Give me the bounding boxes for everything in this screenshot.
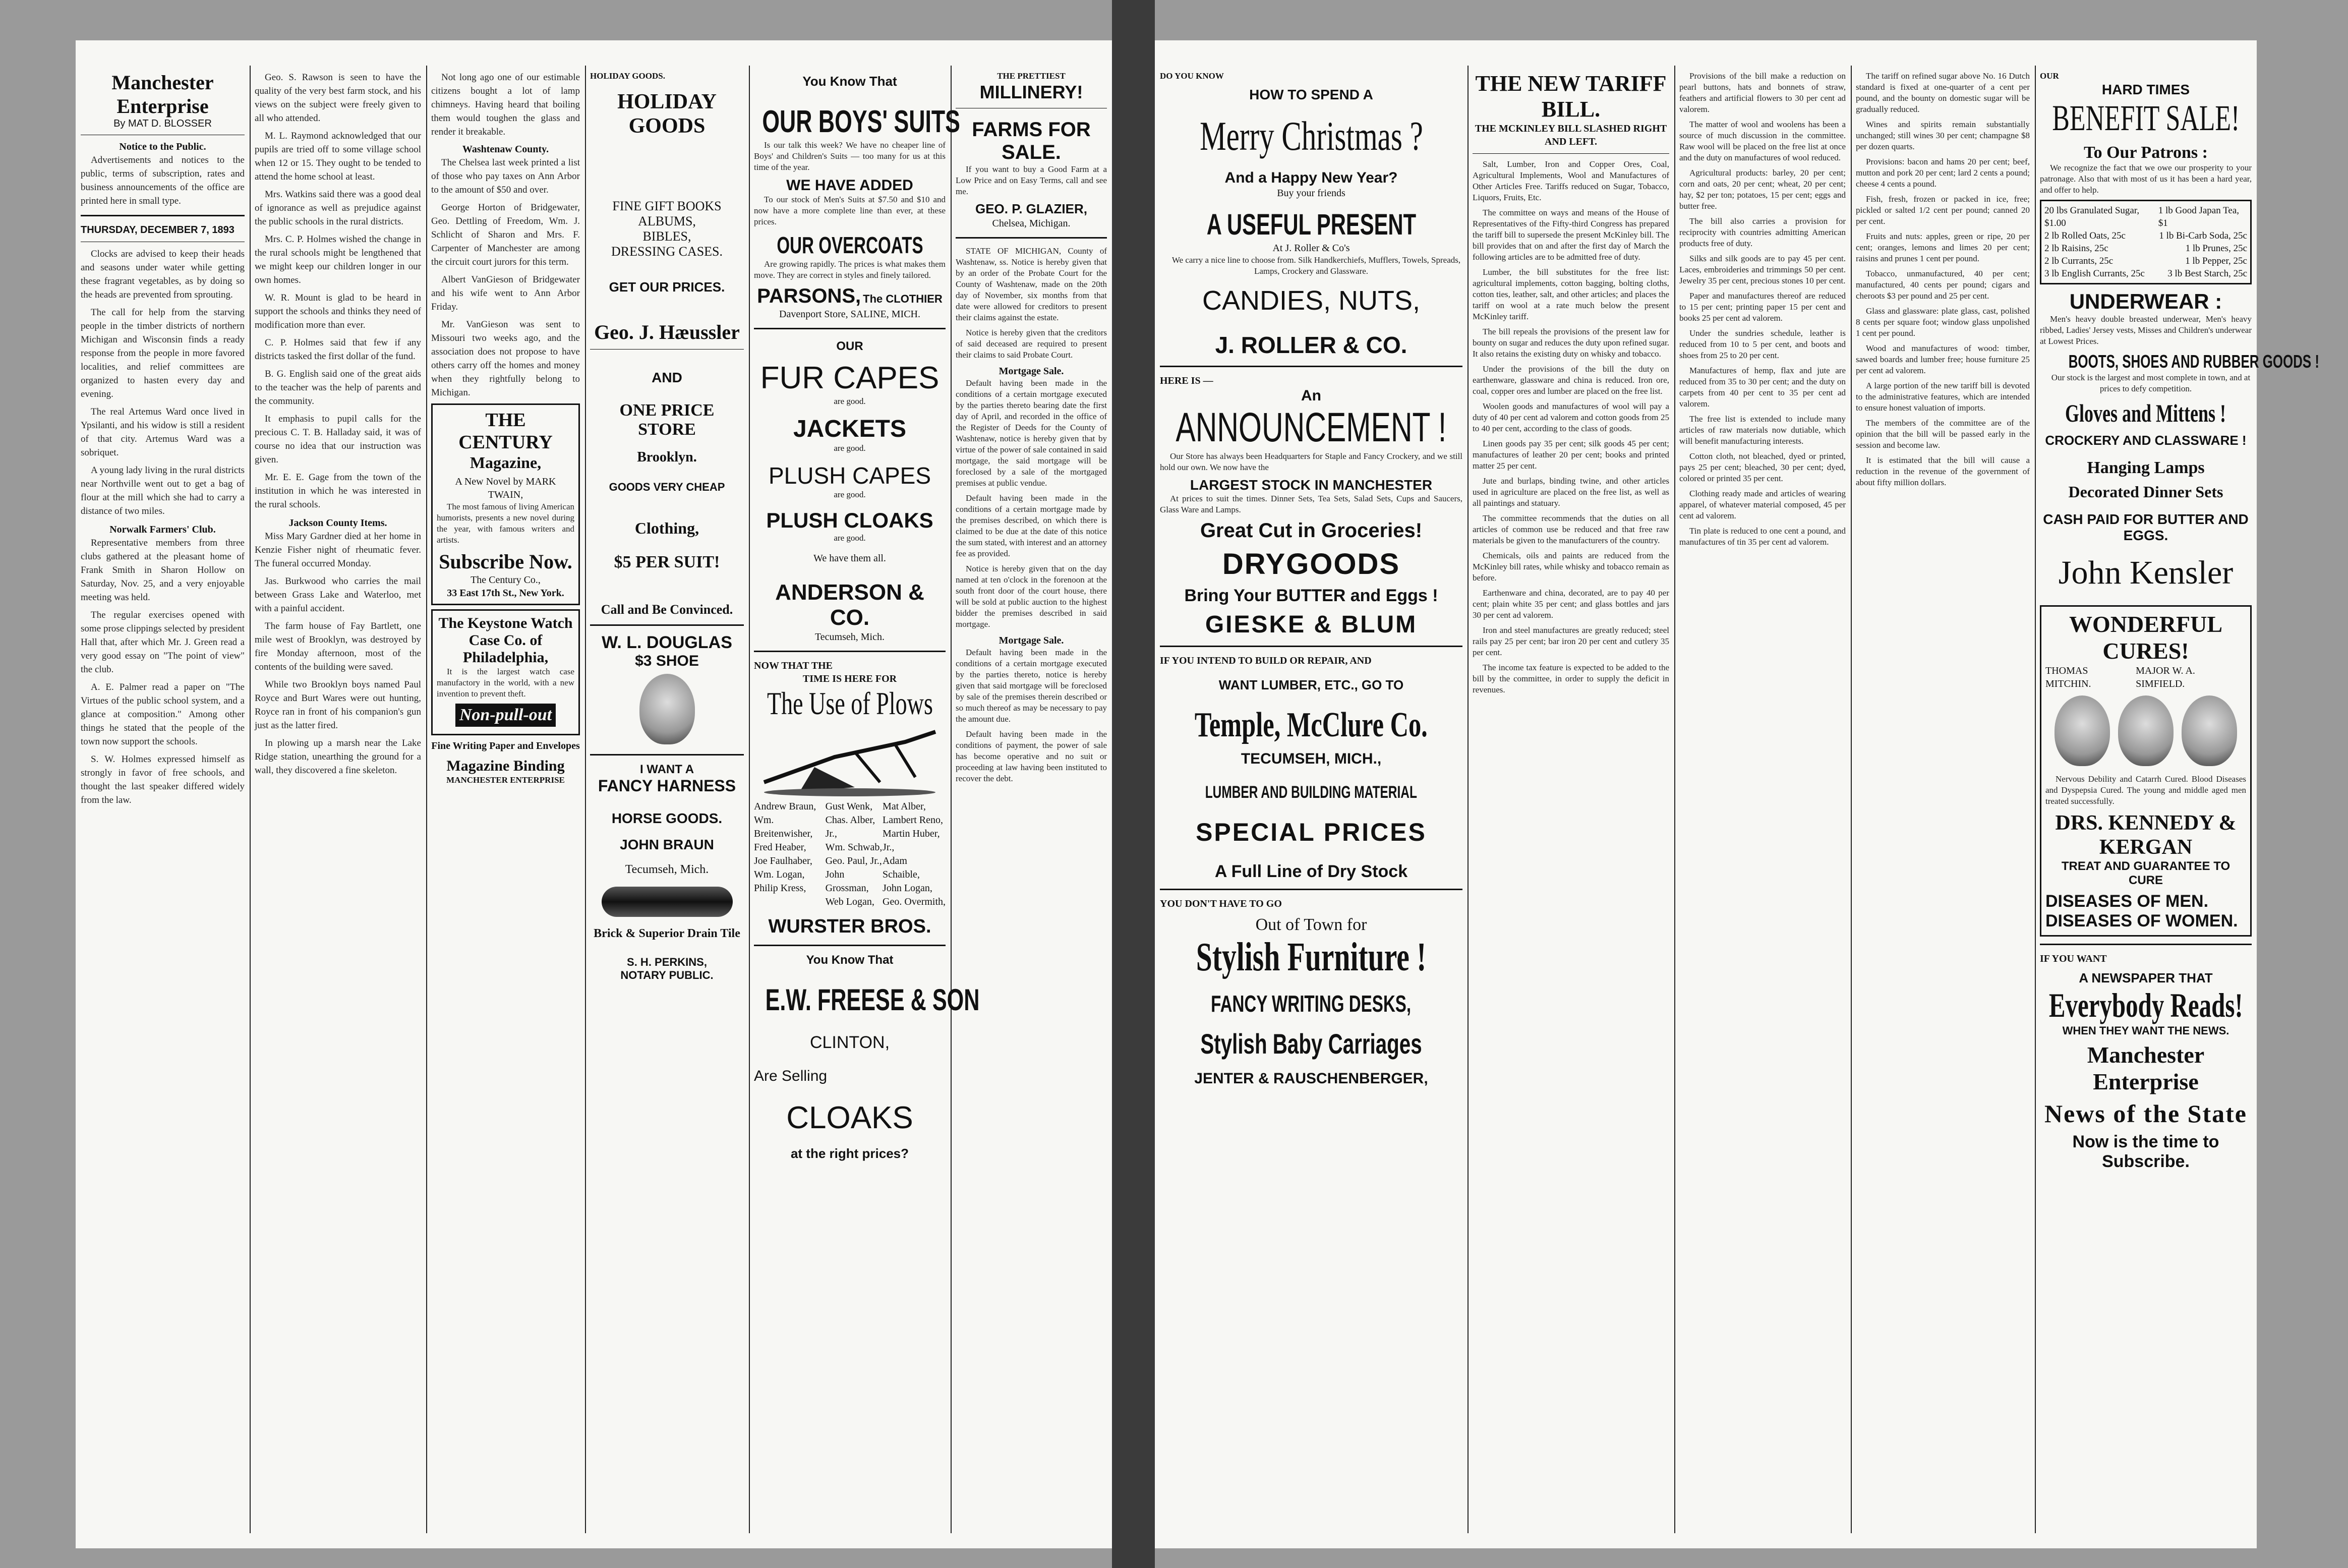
douglas-title: W. L. DOUGLAS	[602, 633, 732, 652]
millinery: MILLINERY!	[979, 82, 1083, 102]
wurster-bros: WURSTER BROS.	[768, 916, 931, 937]
washtenaw-column	[426, 71, 585, 1533]
bring-butter: Bring Your BUTTER and Eggs !	[1184, 586, 1438, 605]
right-prices: at the right prices?	[790, 1146, 909, 1161]
temple-town: TECUMSEH, MICH.,	[1241, 750, 1382, 767]
century-ad	[431, 403, 580, 605]
jackson-items-body: Miss Mary Gardner died at her home in Kenzie Fisher night of rheumatic fever. The funeral occurred Monday. Jas. Burkwood who carries the mail between Grass Lake and Waterloo, met with a painful accident. The farm house of Fay Bartlett, one mile west of Brooklyn, was destroyed by fire Monday afternoon, most of the contents of the building were saved. While two Brooklyn boys named Paul Royce and Burt Wares were out hunting, Royce ran in front of his companion's gun just as the latter fired. In plowing up a marsh near the Lake Ridge station, unearthing the ground for a wall, they discovered a fine skeleton.	[255, 531, 421, 776]
jenter: JENTER & RAUSCHENBERGER,	[1194, 1070, 1428, 1087]
here-is: HERE IS —	[1160, 375, 1213, 386]
century-co: The Century Co.,	[471, 574, 541, 586]
portrait-2	[2118, 695, 2174, 766]
john-braun: JOHN BRAUN	[620, 837, 714, 852]
freese-son: E.W. FREESE & SON	[765, 983, 980, 1017]
do-you-know: DO YOU KNOW	[1160, 71, 1224, 81]
cash-paid: CASH PAID FOR BUTTER AND EGGS.	[2043, 511, 2249, 543]
thomas-name: THOMAS MITCHIN.	[2045, 665, 2091, 689]
probate-notice: STATE OF MICHIGAN, County of Washtenaw, ss. Notice is hereby given that by an order of the Probate Court for the County of Washtenaw, made on the 20th day of November, six months from that date were allowed for creditors to present their claims against the estate. Notice is hereby given that the creditors of said deceased are required to present their claims to said Probate Court.	[956, 246, 1107, 360]
plush-capes-good: are good.	[834, 490, 866, 499]
stylish-furniture: Stylish Furniture !	[1196, 935, 1427, 979]
want-lumber: WANT LUMBER, ETC., GO TO	[1218, 677, 1404, 692]
plow-name: Web Logan,	[825, 896, 874, 907]
want-a: I WANT A	[639, 763, 694, 776]
fur-capes: FUR CAPES	[760, 361, 940, 395]
byline: By MAT D. BLOSSER	[113, 118, 212, 129]
lumber-building: LUMBER AND BUILDING MATERIAL	[1205, 783, 1418, 802]
clothing-label: Clothing,	[634, 519, 699, 537]
plow-name: Philip Kress,	[754, 883, 806, 894]
story-title-jackson: Jackson County Items.	[288, 517, 387, 529]
get-prices: GET OUR PRICES.	[609, 279, 725, 295]
price-row: 2 lb Currants, 25c 1 lb Pepper, 25c	[2044, 256, 2247, 266]
if-you-want: IF YOU WANT	[2040, 953, 2107, 964]
useful-present: A USEFUL PRESENT	[1206, 208, 1416, 241]
mortgage-text-2: Default having been made in the conditions of a certain mortgage executed by the parties thereto, notice is hereby given that said mortgage will be foreclosed by sale of the premises therein described or so much thereof as may be necessary to pay the amount due. Default having been made in the conditions of payment, the power of sale has become operative and no suit or proceeding at law having been instituted to recover the debt.	[956, 648, 1107, 783]
tariff-continued-column	[1674, 71, 1851, 1533]
story-title-farmers: Norwalk Farmers' Club.	[109, 524, 216, 535]
notary: NOTARY PUBLIC.	[620, 969, 714, 981]
tariff-body-3: The tariff on refined sugar above No. 16 Dutch standard is fixed at one-quarter of a cent per pound, and the bounty on domestic sugar will be gradually reduced. Wines and spirits remain substantially unchanged; still wines 30 per cent; champagne $8 per dozen quarts. Provisions: bacon and hams 20 per cent; beef, mutton and pork 20 per cent; lard 2 cents a pound; cheese 4 cents a pound. Fish, fresh, frozen or packed in ice, free; pickled or salted 1/2 cent per pound; canned 20 per cent. Fruits and nuts: apples, green or ripe, 20 per cent; oranges, lemons and limes 20 per cent; raisins and prunes 1 cent per pound. Tobacco, unmanufactured, 40 per cent; manufactured, 40 cents per pound; cigars and cheroots $3 per pound and 25 per cent. Glass and glassware: plate glass, cast, polished 8 cents per square foot; window glass unpolished 1 cent per pound. Wood and manufactures of wood: timber, sawed boards and lumber free; house furniture 25 per cent ad valorem. A large portion of the new tariff bill is devoted to the administrative features, which are intended to ensure honest valuation of imports. The members of the committee are of the opinion that the bill will be passed early in the session and become law. It is estimated that the bill will cause a reduction in the revenue of the government of about fifty million dollars.	[1856, 71, 2030, 487]
roller-co: J. ROLLER & CO.	[1215, 332, 1407, 358]
underwear-text: Men's heavy double breasted underwear, Men's heavy ribbed, Ladies' Jersey vests, Misses and Children's underwear at Lowest Prices.	[2040, 314, 2252, 346]
parsons: PARSONS,	[757, 285, 861, 307]
holiday-bibles: BIBLES,	[642, 229, 691, 244]
mortgage-text-1: Default having been made in the conditions of a certain mortgage executed by the parties thereto bearing date the first day of April, and recorded in the office of the Register of Deeds for the County of Washtenaw, notice is hereby given that by virtue of the power of sale contained in said mortgage, the said mortgage will be foreclosed by a sale of the mortgaged premises at public vendue. Default having been made in the conditions of a certain mortgage made by the premises described, on which there is claimed to be due at the date of this notice the sum stated, with interest and an attorney fee as provided. Notice is hereby given that on the day named at ten o'clock in the forenoon at the south front door of the court house, there will be sold at public auction to the highest bidder the premises described in said mortgage.	[956, 378, 1107, 629]
christmas-ad-column	[1155, 71, 1468, 1533]
our-label: OUR	[2040, 71, 2059, 81]
everybody-reads: Everybody Reads!	[2048, 986, 2243, 1024]
news-body-1: Geo. S. Rawson is seen to have the quality of the very best farm stock, and his views on the subject were freely given to all who attended. M. L. Raymond acknowledged that our pupils are tried off to some village school when 12 or 15. They ought to be tended to attend the home school at least. Mrs. Watkins said there was a good deal of ignorance as well as prejudice against the public schools in the rural districts. Mrs. C. P. Holmes wished the change in the rural schools might be lengthened that we might keep our children longer in our own homes. W. R. Mount is glad to be heard in support the schools and thinks they need of modification more than ever. C. P. Holmes said that few if any districts tasked the first dollar of the fund. B. G. English said one of the great aids to the teacher was the help of parents and the community. It emphasis to pupil calls for the precious C. T. B. Halladay said, it was of course no idea that our instruction was given. Mr. E. E. Gage from the town of the institution in which he was interested in the rural schools.	[255, 72, 421, 510]
boys-suits-text: Is our talk this week? We have no cheaper line of Boys' and Children's Suits — too many for us at this time of the year.	[754, 140, 946, 172]
kensler-ad-column	[2035, 71, 2320, 1533]
editorial-column	[76, 71, 250, 1533]
subscribe-now: Now is the time to Subscribe.	[2072, 1132, 2219, 1171]
added-text: To our stock of Men's Suits at $7.50 and $10 and now have a more complete line than ever, at these prices.	[754, 195, 946, 226]
plow-name: Wm. Schwab,	[825, 842, 883, 853]
baby-carriages: Stylish Baby Carriages	[1200, 1028, 1422, 1060]
plow-name: Geo. Paul, Jr.,	[825, 855, 882, 866]
magazine-binding-ad: Magazine Binding	[446, 758, 565, 774]
plow-name: Wm. Breitenwisher,	[754, 815, 813, 839]
farms-text: If you want to buy a Good Farm at a Low Price and on Easy Terms, call and see me.	[956, 164, 1107, 196]
holiday-gift-books: FINE GIFT BOOKS	[612, 199, 722, 213]
call-convinced: Call and Be Convinced.	[601, 602, 733, 617]
cures-names	[2045, 664, 2246, 690]
tariff-subtitle: THE MCKINLEY BILL SLASHED RIGHT AND LEFT.	[1475, 123, 1667, 147]
fancy-harness: FANCY HARNESS	[598, 777, 736, 795]
john-kensler: John Kensler	[2058, 554, 2234, 591]
holiday-albums: ALBUMS,	[638, 214, 696, 228]
brick-tile: Brick & Superior Drain Tile	[594, 927, 740, 940]
time-is-here: TIME IS HERE FOR	[802, 673, 897, 684]
plow-name: Gust Wenk,	[825, 801, 873, 812]
cures-text: Nervous Debility and Catarrh Cured. Blood Diseases and Dyspepsia Cured. The young and middle aged men treated successfully.	[2045, 774, 2246, 806]
intend-build: IF YOU INTEND TO BUILD OR REPAIR, AND	[1160, 655, 1372, 666]
plow-name: Chas. Alber, Jr.,	[825, 815, 875, 839]
temple-mcclure: Temple, McClure Co.	[1195, 706, 1428, 744]
hanging-lamps: Hanging Lamps	[2087, 458, 2205, 477]
brooklyn: Brooklyn.	[637, 449, 697, 465]
misc-body: Not long ago one of our estimable citizens bought a lot of lamp chimneys. Having heard that boiling them would toughen the glass and render it breakable.	[431, 72, 580, 137]
plush-cloaks-good: are good.	[834, 533, 866, 543]
plow-name: Martin Huber, Jr.,	[883, 828, 940, 853]
glazier-town: Chelsea, Michigan.	[992, 218, 1071, 229]
sugar-price-table	[2040, 200, 2252, 284]
portraits	[2045, 695, 2246, 769]
issue-date: THURSDAY, DECEMBER 7, 1893	[81, 224, 234, 236]
price-row: 2 lb Rolled Oats, 25c 1 lb Bi-Carb Soda, 25c	[2044, 230, 2247, 241]
goods-cheap: GOODS VERY CHEAP	[609, 481, 725, 493]
per-suit: $5 PER SUIT!	[614, 553, 720, 571]
overcoats-text: Are growing rapidly. The prices is what makes them move. They are correct in styles and finely tailored.	[754, 259, 946, 280]
perkins: S. H. PERKINS,	[627, 956, 707, 968]
news-of-state: News of the State	[2044, 1099, 2247, 1128]
drain-tile-illustration	[602, 887, 733, 917]
boys-suits: OUR BOYS' SUITS	[762, 104, 960, 139]
plush-capes: PLUSH CAPES	[768, 462, 931, 489]
holiday-line1: HOLIDAY	[617, 90, 717, 113]
boots-text: Our stock is the largest and most complete in town, and at prices to defy competition.	[2051, 373, 2251, 393]
price-row: 20 lbs Granulated Sugar, $1.00 1 lb Good Japan Tea, $1	[2044, 205, 2240, 228]
special-prices: SPECIAL PRICES	[1196, 818, 1427, 846]
nonpull-label: Non-pull-out	[455, 704, 556, 727]
largest-stock: LARGEST STOCK IN MANCHESTER	[1190, 477, 1433, 493]
editorial-body: Clocks are advised to keep their heads and seasons under water while getting these fragrant vegetables, as by doing so the heads are prevented from sprouting. The call for help from the starving people in the timber districts of northern Michigan and Wisconsin finds a ready response from the people in more favored localities, and relief committees are organized to hasten every day and evening. The real Artemus Ward once lived in Ypsilanti, and his widow is still a resident of that city. Artemus Ward was a sobriquet. A young lady living in the rural districts near Northville went out to get a bag of flour at the mill which she had to carry a distance of two miles.	[81, 249, 245, 516]
fur-good: are good.	[834, 396, 866, 406]
plow-name: Wm. Logan,	[754, 869, 805, 880]
farms-for-sale: FARMS FOR SALE.	[972, 119, 1091, 163]
benefit-sale: BENEFIT SALE!	[2052, 98, 2240, 138]
buy-friends: Buy your friends	[1277, 188, 1345, 199]
announcement-text-1: Our Store has always been Headquarters for Staple and Fancy Crockery, and we still hold our own. We now have the	[1160, 451, 1462, 472]
jackets: JACKETS	[793, 416, 907, 442]
patrons-text: We recognize the fact that we owe our prosperity to your patronage. Also that with most of us it has been a hard year, and offer to help.	[2040, 163, 2252, 195]
plush-cloaks: PLUSH CLOAKS	[766, 508, 933, 532]
kennedy-kergan: DRS. KENNEDY & KERGAN	[2055, 811, 2237, 859]
price-row: 2 lb Raisins, 25c 1 lb Prunes, 25c	[2044, 243, 2247, 254]
are-selling: Are Selling	[754, 1068, 828, 1084]
portrait-3	[2182, 695, 2237, 766]
plow-name: Fred Heaber,	[754, 842, 806, 853]
holiday-small: HOLIDAY GOODS.	[590, 71, 665, 81]
washtenaw-body: The Chelsea last week printed a list of those who pay taxes on Ann Arbor to the amount of $50 and over. George Horton of Bridgewater, Geo. Dettling of Freedom, Wm. J. Schlicht of Sharon and Mrs. F. Carpenter of Manchester are among the circuit court jurors for this term. Albert VanGieson of Bridgewater and his wife went to Ann Arbor Friday. Mr. VanGieson was sent to Missouri two weeks ago, and the association does not propose to have others carry off the homes and money when they rightfully belong to Michigan.	[431, 157, 580, 398]
you-know-1: You Know That	[802, 74, 897, 89]
enterprise-office: MANCHESTER ENTERPRISE	[446, 775, 565, 785]
plow-name: Geo. Overmith,	[883, 896, 946, 907]
plow-name: Andrew Braun,	[754, 801, 816, 812]
gloves-mittens: Gloves and Mittens !	[2065, 399, 2226, 427]
douglas-shoe: $3 SHOE	[635, 653, 699, 669]
out-of-town: Out of Town for	[1255, 915, 1367, 934]
hard-times: HARD TIMES	[2101, 82, 2190, 97]
plow-illustration	[754, 722, 946, 797]
dry-stock: A Full Line of Dry Stock	[1214, 862, 1408, 881]
boots-shoes: BOOTS, SHOES AND RUBBER GOODS !	[2068, 351, 2320, 372]
gieske-blum: GIESKE & BLUM	[1205, 611, 1418, 638]
use-of-plows: The Use of Plows	[767, 685, 933, 721]
plow-name: John Grossman,	[825, 869, 869, 894]
notice-title: Notice to the Public.	[119, 141, 206, 152]
keystone-ad	[431, 609, 580, 735]
century-title: THE CENTURY	[458, 410, 553, 453]
douglas-portrait	[639, 674, 695, 744]
holiday-line2: GOODS	[628, 114, 706, 138]
notice-text: Advertisements and notices to the public, terms of subscription, rates and business announcements of the office are printed here in small type.	[81, 155, 245, 206]
left-page	[76, 40, 1112, 1548]
haeussler-name: Geo. J. Hæussler	[594, 321, 740, 343]
clinton: CLINTON,	[809, 1033, 890, 1052]
tariff-continued-column-2	[1851, 71, 2035, 1533]
diseases-women: DISEASES OF WOMEN.	[2045, 911, 2238, 931]
mortgage-sale-title: Mortgage Sale.	[999, 366, 1064, 377]
clothing-ad-column	[749, 71, 980, 1533]
legal-column	[951, 71, 1112, 1533]
century-address: 33 East 17th St., New York.	[447, 588, 564, 599]
one-price-store: ONE PRICE STORE	[619, 401, 715, 439]
dinner-sets: Decorated Dinner Sets	[2068, 483, 2223, 501]
diseases-men: DISEASES OF MEN.	[2045, 892, 2209, 911]
we-have-added: WE HAVE ADDED	[786, 177, 913, 194]
have-them-all: We have them all.	[813, 553, 886, 564]
plow-name: Adam Schaible,	[883, 855, 920, 880]
news-column	[250, 71, 426, 1533]
dont-have-to-go: YOU DON'T HAVE TO GO	[1160, 898, 1282, 909]
how-to-spend: HOW TO SPEND A	[1249, 87, 1373, 102]
portrait-1	[2054, 695, 2110, 766]
to-patrons: To Our Patrons :	[2084, 143, 2208, 162]
masthead: Manchester Enterprise	[111, 71, 214, 118]
prettiest: THE PRETTIEST	[997, 71, 1066, 81]
mortgage-sale-title-2: Mortgage Sale.	[999, 635, 1064, 646]
plow-names	[754, 800, 946, 909]
you-know-2: You Know That	[806, 953, 894, 967]
happy-new-year: And a Happy New Year?	[1224, 169, 1398, 186]
treat-guarantee: TREAT AND GUARANTEE TO CURE	[2061, 859, 2230, 887]
announcement-text-2: At prices to suit the times. Dinner Sets, Tea Sets, Salad Sets, Cups and Saucers, Glass Ware and Lamps.	[1160, 494, 1462, 514]
holiday-dressing: DRESSING CASES.	[611, 244, 723, 259]
cloaks: CLOAKS	[786, 1100, 913, 1135]
and-label: AND	[652, 370, 682, 385]
enterprise-name: Manchester Enterprise	[2087, 1042, 2205, 1094]
announcement: ANNOUNCEMENT !	[1176, 404, 1447, 450]
cures-ad	[2040, 605, 2252, 937]
keystone-title: The Keystone Watch Case Co. of Philadelphia,	[438, 615, 573, 666]
fine-paper-ad: Fine Writing Paper and Envelopes	[431, 740, 580, 751]
drygoods: DRYGOODS	[1222, 548, 1400, 580]
underwear: UNDERWEAR :	[2069, 289, 2222, 313]
tariff-body-2: Provisions of the bill make a reduction on pearl buttons, hats and bonnets of straw, feathers and artificial flowers to 30 per cent ad valorem. The matter of wool and woolens has been a source of much discussion in the committee. Raw wool will be placed on the free list at once and the duty on manufactures of wool reduced. Agricultural products: barley, 20 per cent; corn and oats, 20 per cent; wheat, 20 per cent; hay, $2 per ton; potatoes, 15 per cent; eggs and butter free. The bill also carries a provision for reciprocity with countries admitting American products free of duty. Silks and silk goods are to pay 45 per cent. Laces, embroideries and trimmings 50 per cent. Jewelry 35 per cent, precious stones 10 per cent. Paper and manufactures thereof are reduced to 15 per cent; printing paper 15 per cent and books 25 per cent ad valorem. Under the sundries schedule, leather is reduced from 10 to 5 per cent, and boots and shoes from 25 to 20 per cent. Manufactures of hemp, flax and jute are reduced from 35 to 30 per cent; and the duty on carpets from 40 per cent to 35 per cent ad valorem. The free list is extended to include many articles of raw materials now dutiable, which will benefit manufacturing interests. Cotton cloth, not bleached, dyed or printed, pays 25 per cent; bleached, 30 per cent; dyed, colored or printed 35 per cent. Clothing ready made and articles of wearing apparel, of whatever material composed, 45 per cent ad valorem. Tin plate is reduced to one cent a pound, and manufactures of tin 35 per cent ad valorem.	[1679, 71, 1846, 547]
now-that-the: NOW THAT THE	[754, 660, 833, 671]
an-label: An	[1301, 387, 1321, 404]
glazier: GEO. P. GLAZIER,	[975, 201, 1087, 216]
newspaper-that: A NEWSPAPER THAT	[2079, 970, 2213, 985]
the-clothier: The CLOTHIER	[863, 293, 943, 305]
right-page	[1155, 40, 2320, 1548]
candies-nuts: CANDIES, NUTS,	[1202, 285, 1421, 316]
wonderful-cures: WONDERFUL CURES!	[2069, 611, 2223, 664]
tariff-title: THE NEW TARIFF BILL.	[1475, 71, 1667, 122]
price-row: 3 lb English Currants, 25c 3 lb Best Starch, 25c	[2044, 268, 2247, 279]
braun-town: Tecumseh, Mich.	[625, 863, 709, 876]
keystone-text: It is the largest watch case manufactory in the world, with a new invention to prevent theft.	[437, 667, 574, 699]
tariff-column	[1468, 71, 1674, 1533]
holiday-ad-column	[585, 71, 749, 1533]
tariff-body-1: Salt, Lumber, Iron and Copper Ores, Coal, Agricultural Implements, Wool and Manufactures of Other Articles Free. Tariffs reduced on Sugar, Tobacco, Liquors, Fruits, Etc. The committee on ways and means of the House of Representatives of the Fifty-third Congress has prepared the tariff bill to supersede the present McKinley bill. The bill provides that on and after the first day of March the following articles are to be admitted free of duty. Lumber, the bill substitutes for the free list: agricultural implements, cotton bagging, bolting cloths, cotton ties, leather, salt, and other articles; and places the tariff on wool at a rate much below the present McKinley tariff. The bill repeals the provisions of the present law for bounty on sugar and reduces the duty upon refined sugar. It also retains the existing duty on whisky and tobacco. Under the provisions of the bill the duty on earthenware, glassware and china is reduced. Iron ore, coal, copper ores and lumber are placed on the free list. Woolen goods and manufactures of wool will pay a duty of 40 per cent ad valorem and cotton goods from 25 to 40 per cent, according to the class of goods. Linen goods pay 35 per cent; silk goods 45 per cent; manufactures of leather 20 per cent; books and printed matter 25 per cent. Jute and burlaps, binding twine, and other articles used in agriculture are placed on the free list, as well as all paintings and statuary. The committee recommends that the duties on all articles of common use be reduced and that free raw materials be given to the manufacturers of the country. Chemicals, oils and paints are reduced from the McKinley bill rates, while whisky and tobacco remain as before. Earthenware and china, decorated, are to pay 40 per cent; plain white 35 per cent; and glass bottles and jars 30 per cent ad valorem. Iron and steel manufactures are greatly reduced; steel rails pay 25 per cent; bar iron 20 per cent and cutlery 35 per cent. The income tax feature is expected to be added to the bill by the committee, in order to supply the deficit in revenues.	[1473, 159, 1669, 694]
horse-goods: HORSE GOODS.	[611, 810, 723, 826]
crockery: CROCKERY AND CLASSWARE !	[2045, 433, 2247, 448]
farmers-club-body: Representative members from three clubs gathered at the pleasant home of Frank Smith in Sharon Hollow on Saturday, Nov. 25, and a very enjoyable meeting was held. The regular exercises opened with some prose clippings selected by president Hall that, after which Mr. J. Green read a very good essay on "The point of view" the club. A. E. Palmer read a paper on "The Virtues of the public school system, and a glance at composition." Among other things he stated that the people of the town now support the schools. S. W. Holmes expressed himself as strongly in favor of free schools, and thought the last speaker differed widely from the law.	[81, 538, 245, 805]
merry-christmas: Merry Christmas ?	[1199, 113, 1423, 159]
plow-name: John Logan,	[883, 883, 932, 894]
plow-name: Joe Faulhaber,	[754, 855, 812, 866]
at-roller: At J. Roller & Co's	[1272, 243, 1350, 254]
century-sub: Magazine,	[469, 453, 542, 472]
our-label: OUR	[836, 339, 863, 353]
century-text: The most famous of living American humorists, presents a new novel during the year, with famous writers and artists.	[437, 502, 574, 545]
anderson-town: Tecumseh, Mich.	[814, 631, 885, 643]
major-name: MAJOR W. A. SIMFIELD.	[2136, 665, 2195, 689]
plow-name: Lambert Reno,	[883, 815, 944, 826]
century-novel: A New Novel by MARK TWAIN,	[455, 476, 556, 500]
anderson: ANDERSON & CO.	[775, 580, 924, 630]
story-title-washtenaw: Washtenaw County.	[462, 144, 549, 155]
roller-items: We carry a nice line to choose from. Silk Handkerchiefs, Mufflers, Towels, Spreads, Lamps, Crockery and Glassware.	[1171, 255, 1461, 276]
jackets-good: are good.	[834, 443, 866, 453]
plow-name: Mat Alber,	[883, 801, 926, 812]
subscribe-heading: Subscribe Now.	[439, 550, 572, 573]
binding-gutter	[1112, 0, 1155, 1568]
parsons-store: Davenport Store, SALINE, MICH.	[779, 309, 920, 320]
overcoats: OUR OVERCOATS	[776, 232, 923, 258]
when-want-news: WHEN THEY WANT THE NEWS.	[2062, 1024, 2229, 1037]
fancy-desks: FANCY WRITING DESKS,	[1211, 991, 1412, 1017]
great-cut: Great Cut in Groceries!	[1200, 519, 1423, 542]
